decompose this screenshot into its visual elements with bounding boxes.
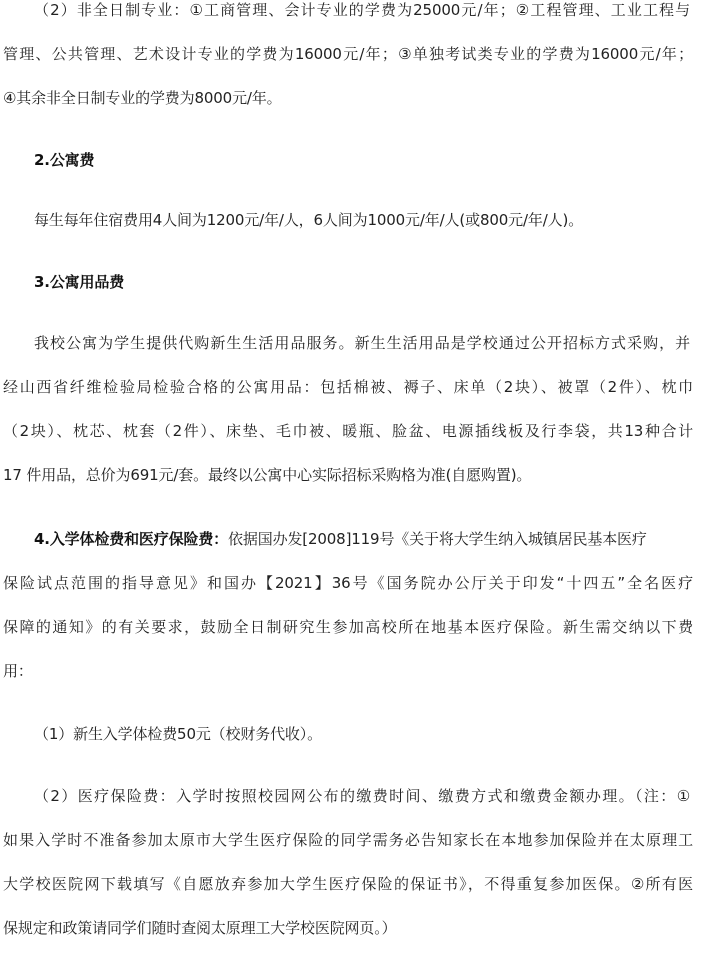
medical-line-1: [34, 529, 703, 549]
medical-item-2-line-2: 如果入学时不准备参加太原市大学生医疗保险的同学需务必告知家长在本地参加保险并在太原理工: [3, 831, 693, 849]
section-heading-apartment-supplies: 3.公寓用品费: [34, 273, 125, 291]
medical-line-2: 保险试点范围的指导意见》和国办【2021】36号《国务院办公厅关于印发“十四五”全名医疗: [3, 574, 693, 592]
supplies-line-2: 经山西省纤维检验局检验合格的公寓用品：包括棉被、褥子、床单（2块）、被罩（2件）、枕巾: [3, 378, 693, 396]
medical-item-2-line-3: 大学校医院网下载填写《自愿放弃参加大学生医疗保险的保证书》，不得重复参加医保。②所有医: [3, 875, 693, 893]
medical-line-3: 保障的通知》的有关要求，鼓励全日制研究生参加高校所在地基本医疗保险。新生需交纳以下费: [3, 618, 693, 636]
medical-item-2-line-4: 保规定和政策请同学们随时查阅太原理工大学校医院网页。）: [3, 919, 397, 937]
tuition-part-time-line-2: 管理、公共管理、艺术设计专业的学费为16000元/年；③单独考试类专业的学费为16000元/年；: [3, 45, 693, 63]
medical-item-1: （1）新生入学体检费50元（校财务代收）。: [34, 725, 322, 743]
supplies-line-4: 17 件用品，总价为691元/套。最终以公寓中心实际招标采购格为准(自愿购置)。: [3, 466, 532, 484]
medical-line-4: 用：: [3, 662, 33, 680]
supplies-line-1: 我校公寓为学生提供代购新生生活用品服务。新生生活用品是学校通过公开招标方式采购，并: [34, 334, 690, 352]
medical-item-2-line-1: （2）医疗保险费：入学时按照校园网公布的缴费时间、缴费方式和缴费金额办理。（注：①: [34, 787, 690, 805]
section-heading-medical: 4.入学体检费和医疗保险费：: [34, 530, 229, 548]
medical-line-1-text: 依据国办发[2008]119号《关于将大学生纳入城镇居民基本医疗: [228, 530, 647, 548]
apartment-fee-text: 每生每年住宿费用4人间为1200元/年/人，6人间为1000元/年/人(或800元/年/人)。: [34, 211, 584, 229]
supplies-line-3: （2块）、枕芯、枕套（2件）、床垫、毛巾被、暖瓶、脸盆、电源插线板及行李袋，共13种合计: [3, 422, 693, 440]
tuition-part-time-line-1: （2）非全日制专业：①工商管理、会计专业的学费为25000元/年；②工程管理、工业工程与: [34, 1, 690, 19]
tuition-part-time-line-3: ④其余非全日制专业的学费为8000元/年。: [3, 89, 282, 107]
section-heading-apartment-fee: 2.公寓费: [34, 151, 95, 169]
